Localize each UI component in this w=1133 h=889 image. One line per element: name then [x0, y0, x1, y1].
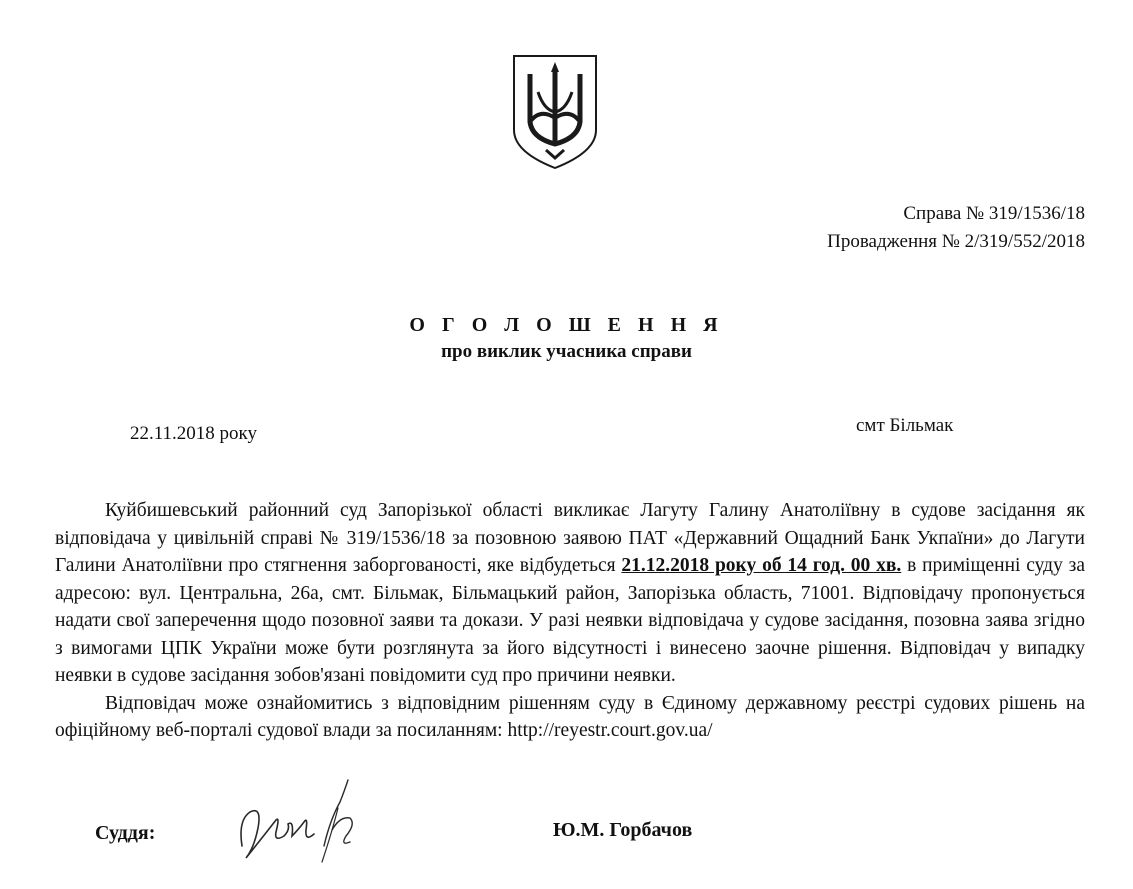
notice-date: 22.11.2018 року [130, 423, 258, 444]
notice-body [55, 497, 1085, 745]
hearing-datetime: 21.12.2018 року об 14 год. 00 хв. [621, 555, 902, 576]
judge-label: Суддя: [95, 822, 156, 844]
trident-icon [510, 52, 600, 172]
paragraph-summons: Куйбишевський районний суд Запорізької області викликає Лагуту Галину Анатоліївну в судове засідання як відповідача у цивільній справі № 319/1536/18 за позовною заявою ПАТ «Державний Ощадний Банк Укпаїни» до Лагути Галини Анатоліївни про стягнення заборгованості, яке відбудеться 21.12.2018 року об 14 год. 00 хв. в приміщенні суду за адресою: вул. Центральна, 26а, смт. Більмак, Більмацький район, Запорізька область, 71001. Відповідачу пропонується надати свої заперечення щодо позовної заяви та докази. У разі неявки відповідача у судове засідання, позовна заява згідно з вимогами ЦПК України може бути розглянута за його відсутності і винесено заочне рішення. Відповідач у випадку неявки в судове засідання зобов'язані повідомити суд про причини неявки. [55, 500, 1085, 686]
judge-name: Ю.М. Горбачов [553, 819, 693, 841]
case-reference [827, 200, 1085, 256]
notice-place: смт Більмак [856, 415, 954, 436]
notice-subtitle: про виклик учасника справи [441, 341, 692, 362]
paragraph-registry: Відповідач може ознайомитись з відповідним рішенням суду в Єдиному державному реєстрі судових рішень на офіційному веб-порталі судової влади за посиланням: http://reyestr.court.gov.ua/ [55, 692, 1085, 741]
case-number: Справа № 319/1536/18 [903, 203, 1085, 224]
proceeding-number: Провадження № 2/319/552/2018 [827, 231, 1085, 252]
signature-image [228, 772, 388, 867]
notice-title: О Г О Л О Ш Е Н Н Я [409, 314, 724, 336]
